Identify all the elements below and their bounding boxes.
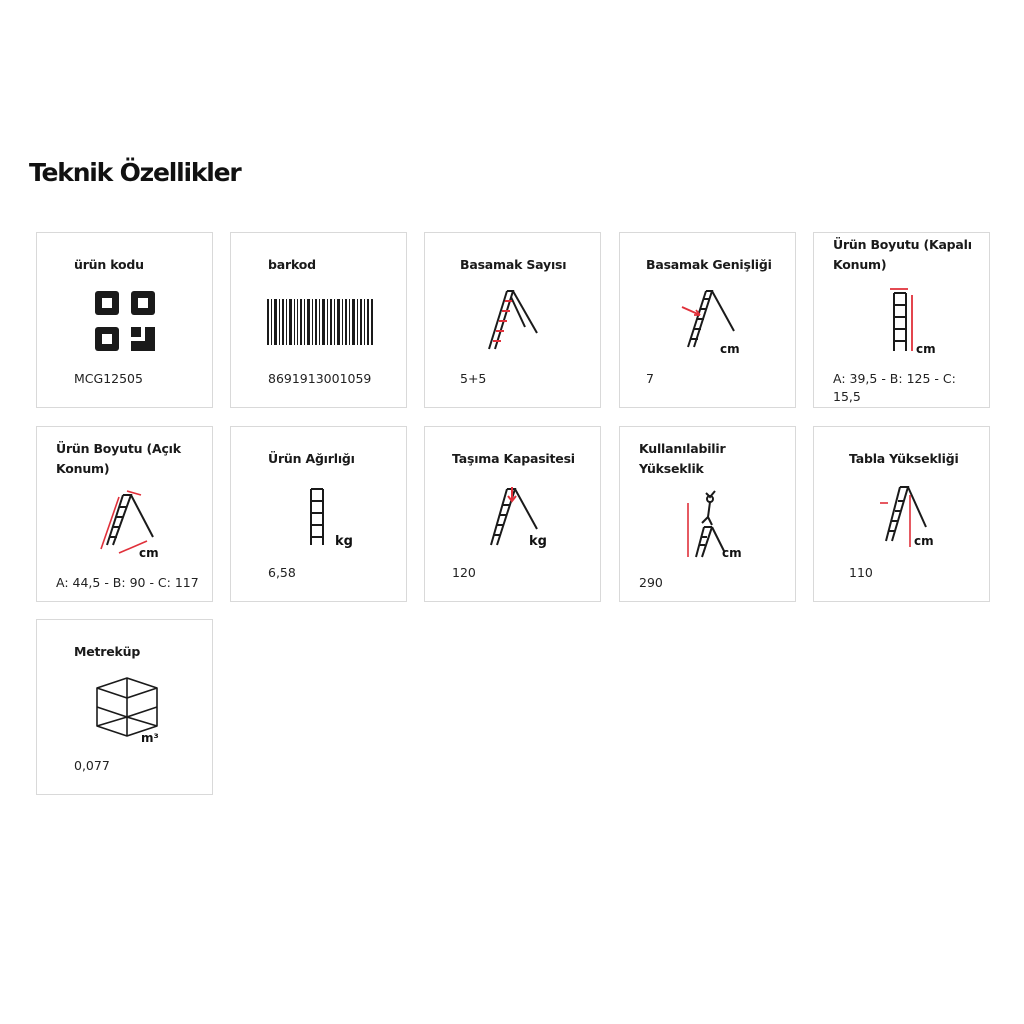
spec-value: 5+5: [460, 371, 487, 386]
cube-volume-icon: [93, 674, 165, 746]
spec-label: Ürün Boyutu (Açık Konum): [56, 441, 181, 476]
svg-text:m³: m³: [141, 731, 159, 745]
ladder-closed-size-icon: [884, 287, 942, 355]
spec-label: Kullanılabilir Yükseklik: [639, 441, 726, 476]
spec-value: A: 44,5 - B: 90 - C: 117: [56, 575, 199, 590]
spec-label: Basamak Genişliği: [646, 257, 772, 272]
spec-label: Ürün Ağırlığı: [268, 451, 355, 466]
spec-value: 0,077: [74, 758, 110, 773]
spec-card-basamak-sayisi: [424, 232, 601, 408]
page-title: Teknik Özellikler: [29, 158, 241, 187]
svg-text:cm: cm: [720, 342, 740, 355]
spec-value: 7: [646, 371, 654, 386]
svg-text:kg: kg: [335, 534, 353, 549]
spec-value: 6,58: [268, 565, 296, 580]
ladder-step-width-icon: [676, 287, 748, 355]
spec-card-basamak-genisligi: [619, 232, 796, 408]
spec-card-tabla-yuksekligi: [813, 426, 990, 602]
svg-text:cm: cm: [139, 546, 159, 559]
spec-card-urun-boyutu-acik: [36, 426, 213, 602]
spec-label: barkod: [268, 257, 316, 272]
barcode-icon: [267, 299, 373, 345]
svg-text:cm: cm: [914, 534, 934, 548]
spec-value: MCG12505: [74, 371, 143, 386]
spec-card-metrekup: [36, 619, 213, 795]
spec-value: 110: [849, 565, 873, 580]
spec-value: A: 39,5 - B: 125 - C: 15,5: [833, 371, 956, 404]
spec-card-barkod: [230, 232, 407, 408]
spec-card-kullanilabilir-yukseklik: [619, 426, 796, 602]
ladder-capacity-icon: [487, 483, 557, 549]
spec-label: Metreküp: [74, 644, 141, 659]
ladder-steps-icon: [485, 287, 545, 353]
spec-label: Ürün Boyutu (Kapalı Konum): [833, 237, 972, 272]
ladder-weight-icon: [299, 483, 363, 549]
spec-label: Tabla Yüksekliği: [849, 451, 959, 466]
spec-card-tasima-kapasitesi: [424, 426, 601, 602]
ladder-open-size-icon: [97, 487, 167, 559]
spec-label: Taşıma Kapasitesi: [452, 451, 575, 466]
spec-value: 290: [639, 575, 663, 590]
spec-label: ürün kodu: [74, 257, 144, 272]
spec-value: 120: [452, 565, 476, 580]
spec-value: 8691913001059: [268, 371, 372, 386]
platform-height-icon: [874, 483, 944, 549]
spec-label: Basamak Sayısı: [460, 257, 567, 272]
spec-card-urun-agirligi: [230, 426, 407, 602]
spec-card-urun-boyutu-kapali: [813, 232, 990, 408]
svg-text:cm: cm: [722, 546, 742, 559]
qr-code-icon: [93, 289, 159, 355]
usable-height-icon: [682, 489, 752, 559]
svg-text:cm: cm: [916, 342, 936, 355]
svg-text:kg: kg: [529, 534, 547, 549]
spec-card-urun-kodu: [36, 232, 213, 408]
